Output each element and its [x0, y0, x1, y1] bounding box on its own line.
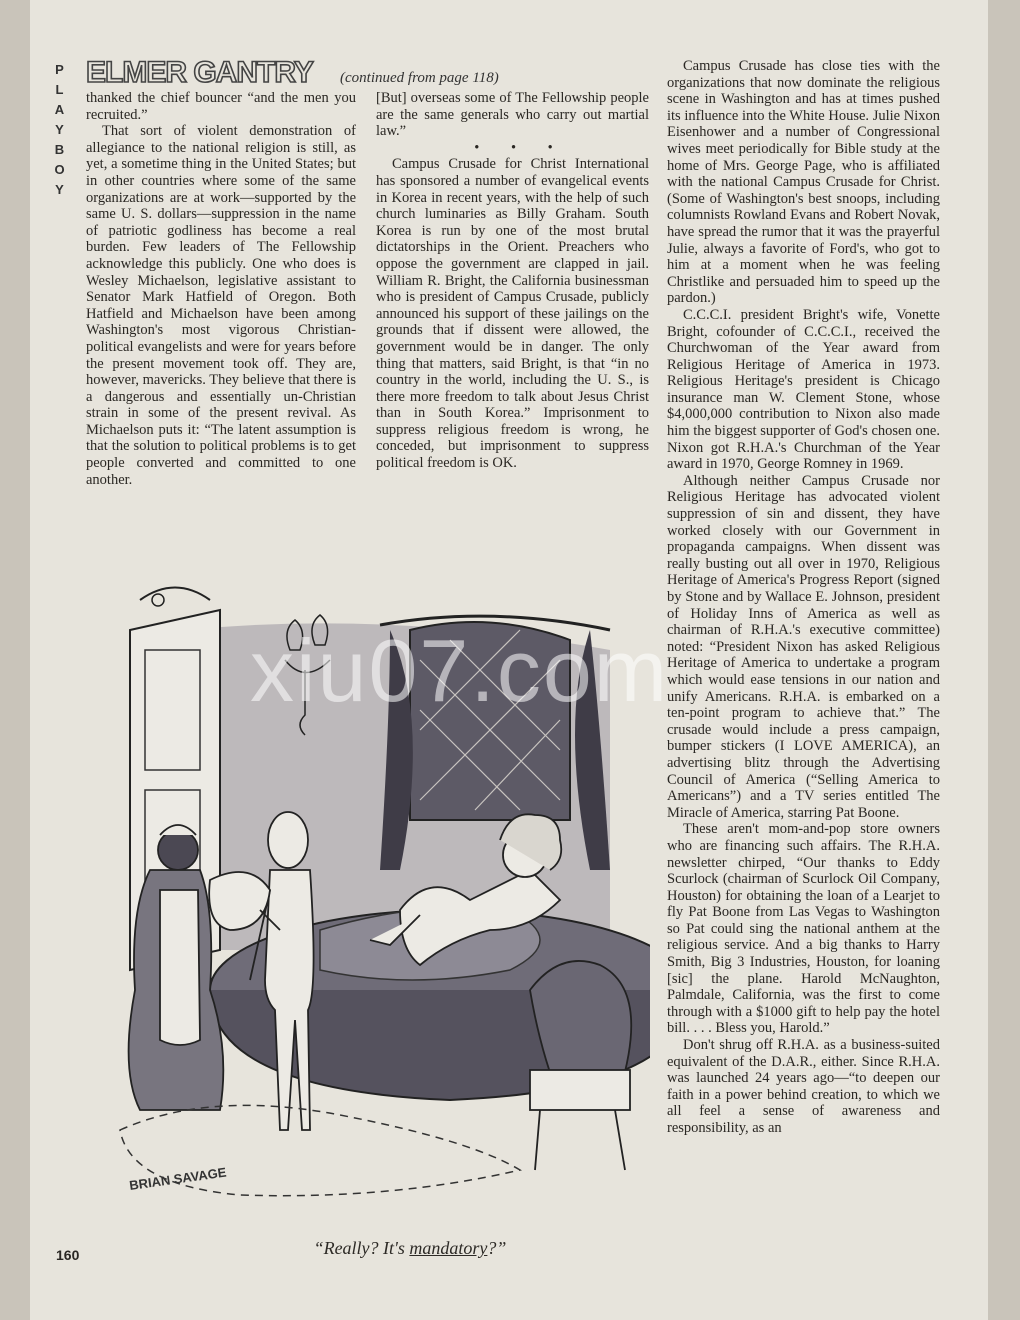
paragraph: Although neither Campus Crusade nor Religious Heritage has advocated violent suppression of sin and dissent, they have worked closely with our Government in propaganda campaigns. When dissent was really busting out all over in 1970, Religious Heritage of America's Progress Report (signed by Stone and by Wallace E. Johnson, president of Holiday Inns of America as well as chairman of R.H.A.'s executive committee) noted: “President Nixon has asked Religious Heritage of America to undertake a program which would ease tensions in our nation and unify Americans. R.H.A. is embarked on a ten-point program to achieve that.” The crusade would include a press campaign, bumper stickers (I LOVE AMERICA), an advertising blitz through the Advertising Council of America (“Selling America to Americans”) and a TV series entitled The Miracle of America, starring Pat Boone. [667, 472, 940, 821]
vertical-letter: Y [55, 182, 65, 197]
magazine-page [30, 0, 988, 1320]
column-1 [86, 90, 356, 488]
paragraph: [But] overseas some of The Fellowship people are the same generals who carry out martial law.” [376, 90, 649, 140]
vertical-letter: O [54, 162, 66, 177]
cartoon-caption [210, 1238, 610, 1259]
vertical-letter: L [55, 82, 65, 97]
paragraph: Campus Crusade for Christ International has sponsored a number of evangelical events in Korea in recent years, with the help of such church luminaries as Billy Graham. South Korea is run by one of the most brutal dictatorships in the Orient. Preachers who oppose the government are clapped in jail. William R. Bright, the California businessman who is president of Campus Crusade, publicly announced his support of these jailings on the grounds that if dissent were allowed, the government would be in danger. The only thing that matters, said Bright, is that “in no country in the world, including the U. S., is there more freedom to talk about Jesus Christ than in South Korea.” Imprisonment to suppress religious freedom is wrong, he conceded, but imprisonment to suppress political freedom is OK. [376, 156, 649, 472]
column-3 [667, 58, 940, 1137]
cartoon-illustration [90, 570, 650, 1210]
continued-note: (continued from page 118) [340, 70, 499, 86]
artist-signature: BRIAN SAVAGE [128, 1164, 228, 1193]
watermark: xiu07.com [250, 621, 670, 720]
vertical-letter: B [54, 142, 66, 157]
paragraph: C.C.C.I. president Bright's wife, Vonette Bright, cofounder of C.C.C.I., received the Churchwoman of the Year award from Religious Heritage of America in 1973. Religious Heritage's president is Chicago insurance man W. Clement Stone, whose $4,000,000 contribution to Nixon also made him the biggest supporter of God's chosen one. Nixon got R.H.A.'s Churchman of the Year award in 1970, George Romney in 1969. [667, 306, 940, 473]
vertical-letter: Y [55, 122, 65, 137]
vertical-letter: A [54, 102, 66, 117]
page-number: 160 [56, 1247, 80, 1263]
paragraph: Don't shrug off R.H.A. as a business-suited equivalent of the D.A.R., either. Since R.H.A. was launched 24 years ago—“to deepen our faith in a power behind creation, to which we all feel a sense of awareness and responsibility, as an [667, 1037, 940, 1136]
paragraph: These aren't mom-and-pop store owners who are financing such affairs. The R.H.A. newsletter chirped, “Our thanks to Eddy Scurlock (chairman of Scurlock Oil Company, Houston) for obtaining the loan of a Learjet to fly Pat Boone from Las Vegas to Washington so Pat could sing the national anthem at the religious service. And a big thanks to Harry Smith, Big 3 Industries, Houston, for loaning [sic] the plane. Harold McNaughton, Palmdale, California, was the first to come through with a $1000 gift to help pay the hotel bill. . . . Bless you, Harold.” [667, 821, 940, 1037]
masthead-vertical [51, 60, 69, 200]
caption-text: ?” [487, 1238, 507, 1258]
section-break: • • • [474, 139, 567, 156]
vertical-letter: P [55, 62, 65, 77]
paragraph: That sort of violent demonstration of allegiance to the national religion is still, as yet, a sometime thing in the United States; but in other countries where some of the same organizations are at work—supported by the same U. S. dollars—suppression in the name of patriotic godliness has become a real burden. Few leaders of The Fellowship acknowledge this publicly. One who does is Wesley Michaelson, legislative assistant to Senator Mark Hatfield of Oregon. Both Hatfield and Michaelson have been among Washington's most vigorous Christian-political evangelists and were for years before the present movement took off. They are, however, mavericks. They believe that there is a dangerous and essentially un-Christian strain in some of the present revival. As Michaelson puts it: “The latent assumption is that the solution to political problems is to get people converted and committed to one another. [86, 123, 356, 488]
paragraph: thanked the chief bouncer “and the men you recruited.” [86, 90, 356, 123]
column-2 [376, 90, 649, 472]
caption-text: “Really? It's [313, 1238, 410, 1258]
article-title: ELMER GANTRY [86, 56, 313, 89]
caption-emphasis: mandatory [409, 1238, 488, 1258]
paragraph: Campus Crusade has close ties with the organizations that now dominate the religious scene in Washington and has at times pushed its influence into the White House. Julie Nixon Eisenhower and a number of Congressional wives meet periodically for Bible study at the home of Mrs. George Page, who is affiliated with the national Campus Crusade for Christ. (Some of Washington's best snoops, including columnists Rowland Evans and Robert Novak, have spread the rumor that it was the prayerful Julie, always a favorite of Ford's, who got to him at a moment when he was feeling Christlike and persuaded him to speed up the pardon.) [667, 58, 940, 307]
